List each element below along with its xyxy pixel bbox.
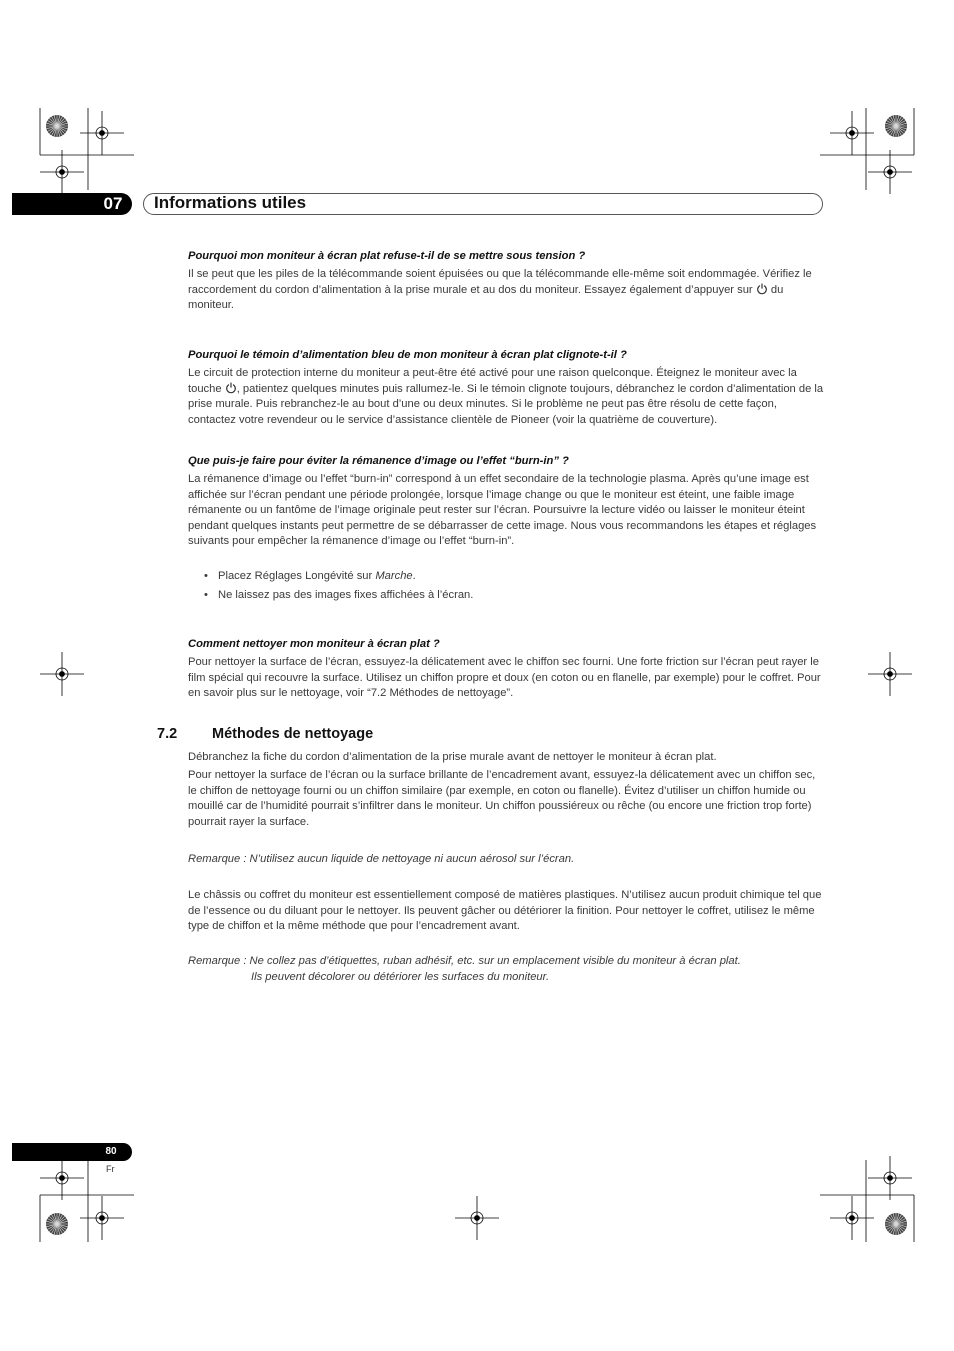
chapter-number: 07 [103, 194, 123, 213]
section-note-continued: Ils peuvent décolorer ou détériorer les surfaces du moniteur. [251, 971, 550, 983]
power-icon [225, 382, 237, 394]
language-code: Fr [106, 1164, 115, 1174]
section-number: 7.2 [157, 726, 178, 742]
faq-answer-text: Le circuit de protection interne du moniteur a peut-être été activé pour une raison quelconque. Éteignez le moniteur avec la touche [188, 367, 797, 395]
section-title: Méthodes de nettoyage [212, 726, 374, 742]
power-icon [756, 283, 768, 295]
faq-answer-cleaning: Pour nettoyer la surface de l’écran, essuyez-la délicatement avec le chiffon sec fourni. Une forte friction sur l’écran peut rayer le film spécial qui recouvre la surface. Utilisez un chiffon propre et doux (en coton ou en flanelle, par exemple) pour le coffret. Pour en savoir plus sur le nettoyage, voir “7.2 Méthodes de nettoyage”. [188, 656, 821, 700]
faq-question-blinking-led: Pourquoi le témoin d’alimentation bleu de mon moniteur à écran plat clignote-t-il ? [188, 349, 627, 361]
section-note: Remarque : Ne collez pas d’étiquettes, ruban adhésif, etc. sur un emplacement visible du moniteur à écran plat. [188, 955, 741, 967]
faq-answer-blinking-led [188, 366, 824, 428]
faq-question-cleaning: Comment nettoyer mon moniteur à écran plat ? [188, 638, 440, 650]
faq-question-power-on: Pourquoi mon moniteur à écran plat refuse-t-il de se mettre sous tension ? [188, 250, 586, 262]
faq-answer-text-end: du moniteur. [188, 283, 784, 312]
faq-answer-power-on [188, 267, 824, 314]
section-paragraph: Débranchez la fiche du cordon d’alimentation de la prise murale avant de nettoyer le moniteur à écran plat. [188, 751, 717, 763]
bullet-item: • Placez Réglages Longévité sur Marche. [204, 570, 416, 582]
faq-question-burn-in: Que puis-je faire pour éviter la rémanence d’image ou l’effet “burn-in” ? [188, 455, 569, 467]
bullet-item: • Ne laissez pas des images fixes affichées à l’écran. [204, 589, 474, 601]
faq-answer-text: Il se peut que les piles de la télécommande soient épuisées ou que la télécommande elle-même soit endommagée. Vérifiez le raccordement du cordon d’alimentation à la prise murale et au dos du moniteur. Essayez également d’appuyer sur [188, 268, 812, 296]
section-paragraph: Pour nettoyer la surface de l’écran ou la surface brillante de l’encadrement avant, essuyez-la délicatement avec un chiffon sec, le chiffon de nettoyage fourni ou un chiffon similaire (par exemple, en coton ou flanelle). Évitez d’utiliser un chiffon humide ou mouillé car de l’humidité pourrait s’infiltrer dans le moniteur. Un chiffon poussiéreux ou rêche (ou encore une friction trop forte) pourrait rayer la surface. [188, 769, 816, 828]
section-note: Remarque : N’utilisez aucun liquide de nettoyage ni aucun aérosol sur l’écran. [188, 853, 575, 865]
faq-answer-burn-in: La rémanence d’image ou l’effet “burn-in” correspond à un effet secondaire de la technologie plasma. Après qu’une image est affichée sur l’écran pendant une période prolongée, lorsque l’image change ou que le moniteur est éteint, une faible image rémanente ou un fantôme de l’image originale peut rester sur l’écran. Poursuivre la lecture vidéo ou laisser le moniteur éteint pendant quelques instants peut permettre de se débarrasser de cette image. Nous vous recommandons les étapes et réglages suivants pour empêcher la rémanence d’image ou l’effet “burn-in”. [188, 473, 817, 548]
page-number: 80 [105, 1146, 117, 1157]
menu-setting-value: Marche [375, 570, 413, 582]
chapter-title: Informations utiles [154, 193, 307, 212]
section-paragraph: Le châssis ou coffret du moniteur est essentiellement composé de matières plastiques. N’utilisez aucun produit chimique tel que de l’essence ou du diluant pour le nettoyer. Ils peuvent gâcher ou détériorer la finition. Pour nettoyer le coffret, utilisez le même type de chiffon et la même méthode que pour l’encadrement avant. [188, 889, 822, 933]
faq-answer-text-end: , patientez quelques minutes puis rallumez-le. Si le témoin clignote toujours, débranchez le cordon d’alimentation de la prise murale. Puis rebranchez-le au bout d’une ou deux minutes. Si le problème ne peut pas être résolu de cette façon, contactez votre revendeur ou le service d’assistance clientèle de Pioneer (voir la quatrième de couverture). [188, 382, 824, 426]
